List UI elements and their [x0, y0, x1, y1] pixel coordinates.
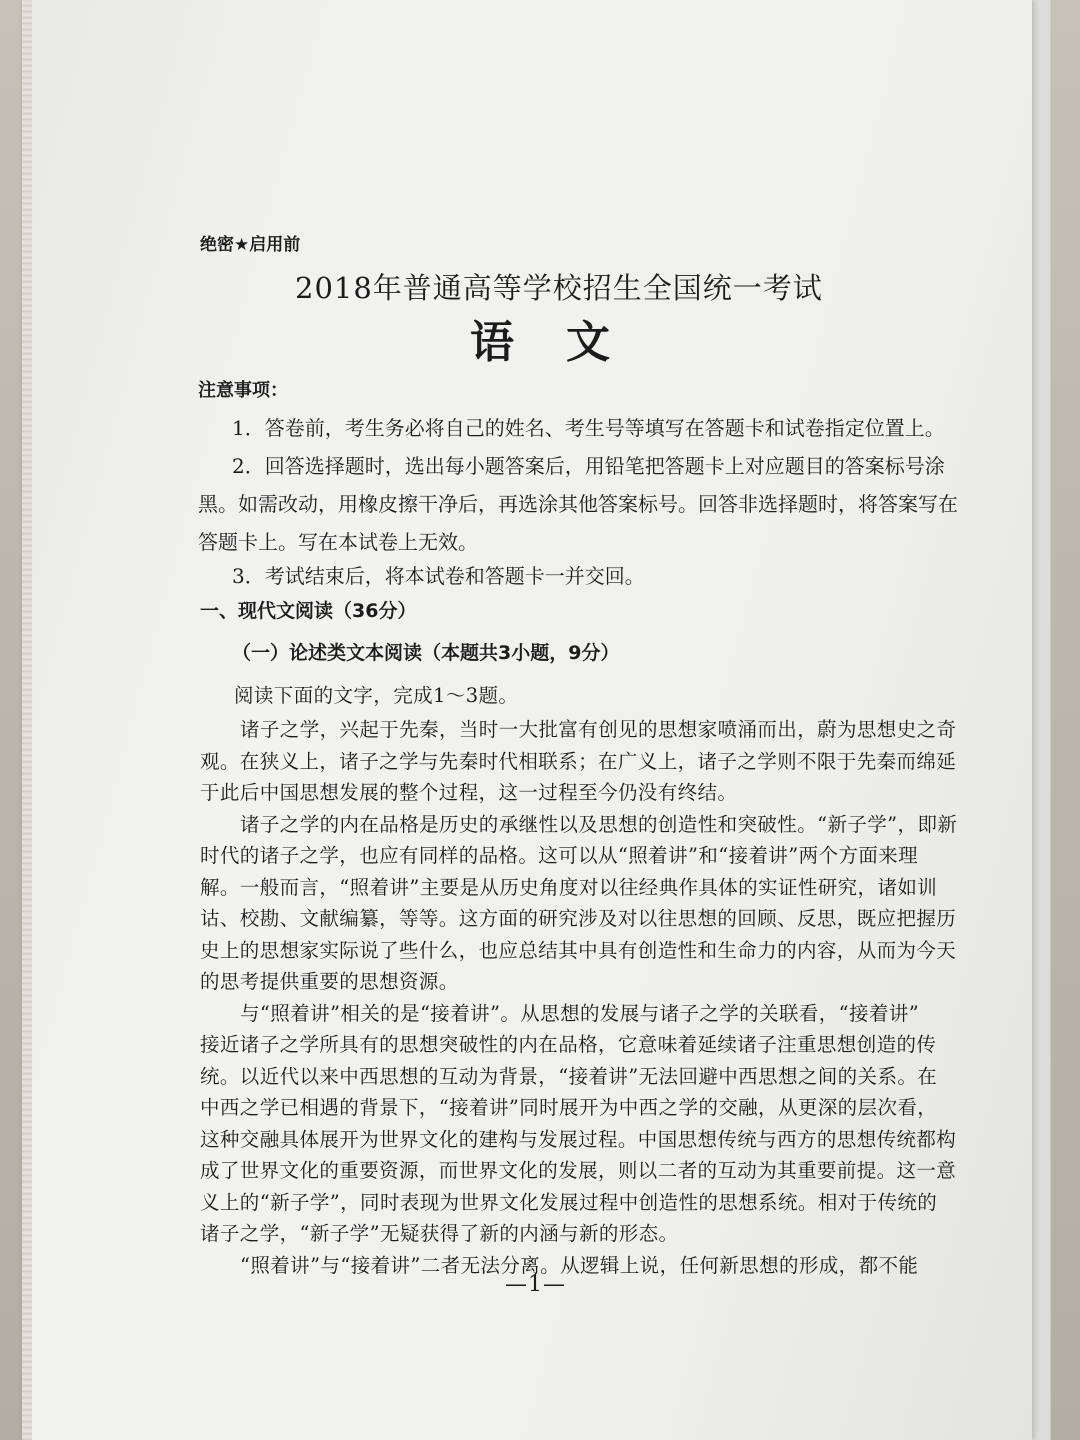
passage-line: 与“照着讲”相关的是“接着讲”。从思想的发展与诸子之学的关联看，“接着讲”: [240, 1001, 920, 1025]
passage-line: 统。以近代以来中西思想的互动为背景，“接着讲”无法回避中西思想之间的关系。在: [200, 1064, 938, 1088]
page-number: —1—: [505, 1272, 566, 1297]
notice-line: 1．答卷前，考生务必将自己的姓名、考生号等填写在答题卡和试卷指定位置上。: [232, 416, 945, 440]
reading-instruction: 阅读下面的文字，完成1～3题。: [234, 684, 519, 707]
passage-line: 接近诸子之学所具有的思想突破性的内在品格，它意味着延续诸子注重思想创造的传: [200, 1033, 937, 1056]
notice-line: 2．回答选择题时，选出每小题答案后，用铅笔把答题卡上对应题目的答案标号涂: [232, 454, 945, 478]
passage-line: 义上的“新子学”，同时表现为世界文化发展过程中创造性的思想系统。相对于传统的: [200, 1190, 938, 1214]
notice-line: 3．考试结束后，将本试卷和答题卡一并交回。: [232, 564, 645, 588]
section-title: 一、现代文阅读（36分）: [200, 600, 417, 622]
passage-line: 诂、校勘、文献编纂，等等。这方面的研究涉及对以往思想的回顾、反思，既应把握历: [200, 907, 957, 930]
passage-line: 成了世界文化的重要资源，而世界文化的发展，则以二者的互动为其重要前提。这一意: [200, 1159, 957, 1182]
notice-line: 黑。如需改动，用橡皮擦干净后，再选涂其他答案标号。回答非选择题时，将答案写在: [198, 492, 958, 516]
passage-line: 于此后中国思想发展的整个过程，这一过程至今仍没有终结。: [200, 781, 738, 804]
notice-line: 答题卡上。写在本试卷上无效。: [198, 530, 478, 554]
subsection-title: （一）论述类文本阅读（本题共3小题，9分）: [232, 642, 620, 664]
passage-line: 诸子之学的内在品格是历史的承继性以及思想的创造性和突破性。“新子学”，即新: [240, 812, 958, 836]
passage-line: 时代的诸子之学，也应有同样的品格。这可以从“照着讲”和“接着讲”两个方面来理: [200, 844, 919, 867]
passage-line: 史上的思想家实际说了些什么，也应总结其中具有创造性和生命力的内容，从而为今天: [200, 938, 957, 962]
passage-line: 诸子之学，兴起于先秦，当时一大批富有创见的思想家喷涌而出，蔚为思想史之奇: [240, 718, 957, 741]
passage-line: “照着讲”与“接着讲”二者无法分离。从逻辑上说，任何新思想的形成，都不能: [240, 1253, 919, 1277]
subject-title: 语文: [470, 317, 662, 368]
notice-heading: 注意事项：: [198, 380, 288, 401]
passage-line: 诸子之学，“新子学”无疑获得了新的内涵与新的形态。: [200, 1222, 679, 1245]
passage-line: 这种交融具体展开为世界文化的建构与发展过程。中国思想传统与西方的思想传统都构: [200, 1127, 957, 1151]
passage-line: 观。在狭义上，诸子之学与先秦时代相联系；在广义上，诸子之学则不限于先秦而绵延: [200, 749, 957, 773]
exam-title: 2018年普通高等学校招生全国统一考试: [295, 271, 823, 305]
passage-line: 解。一般而言，“照着讲”主要是从历史角度对以往经典作具体的实证性研究，诸如训: [200, 875, 938, 899]
confidential-label: 绝密★启用前: [200, 235, 301, 255]
passage-line: 中西之学已相遇的背景下，“接着讲”同时展开为中西之学的交融，从更深的层次看，: [200, 1096, 938, 1119]
passage-line: 的思考提供重要的思想资源。: [200, 970, 459, 993]
